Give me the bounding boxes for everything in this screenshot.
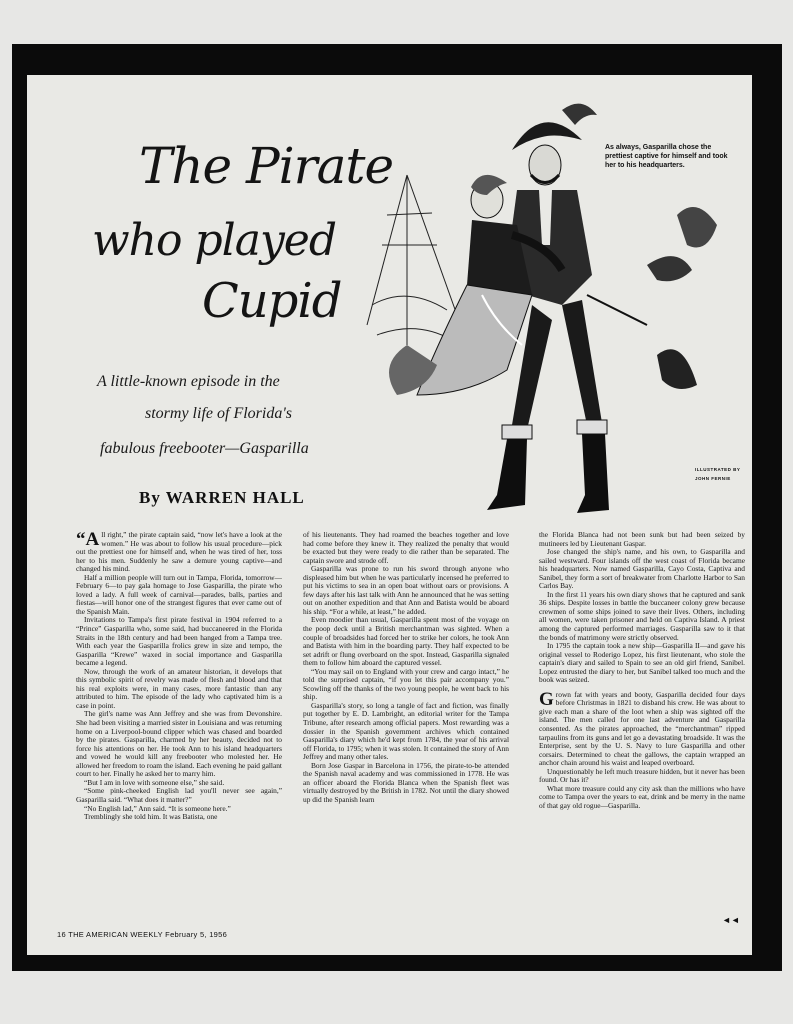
- credit-line-1: ILLUSTRATED BY: [695, 467, 741, 472]
- article-column-3: [539, 531, 745, 931]
- paragraph: Tremblingly she told him. It was Batista, one: [84, 812, 218, 822]
- title-line-2: who played: [92, 215, 337, 266]
- illustration-caption: As always, Gasparilla chose the prettiest captive for himself and took her to his headquarters.: [605, 144, 728, 169]
- paragraph: Now, through the work of an amateur historian, it develops that this symbolic spirit of revelry was made of flesh and blood and that his real exploits were, in many cases, more fantastic than any attributed to him. The episode of the lady who captivated him is a case in point.: [76, 666, 282, 710]
- paragraph: In 1795 the captain took a new ship—Gasparilla II—and gave his original vessel to Roderigo Lopez, his first lieutenant, who stole the captain's diary and sailed to Spain to see an old girl friend, Sanibel. Lopez entrusted the diary to her, but Sanibel talked too much and the book was seized.: [539, 641, 745, 685]
- drop-cap: “A: [76, 531, 100, 550]
- paragraph: Grown fat with years and booty, Gasparilla decided four days before Christmas in 1821 to disband his crew. He was about to give each man a share of the loot when a ship was sighted off the island. The men called for one last adventure and Gasparilla consented. As the pirates approached, the “merchantman” ripped tarpaulins from its guns and let go a devastating broadside. It was the Enterprise, sent by the U. S. Navy to lure Gasparilla and other corsairs. Determined to cheat the gallows, the captain wrapped an anchor chain around his waist and leaped overboard.: [539, 688, 745, 768]
- paragraph: Jose changed the ship's name, and his own, to Gasparilla and sailed westward. Four islands off the west coast of Florida became his headquarters. Now named Gasparilla, Cayo Costa, Captiva and Sanibel, they form a sort of breakwater from Charlotte Harbor to San Carlos Bay.: [539, 547, 745, 591]
- credit-line-2: JOHN FERNIE: [695, 476, 731, 481]
- paragraph: of his lieutenants. They had roamed the beaches together and love had come before they knew it. They realized the penalty that would be exacted but they were ready to die rather than be separated. The captain swore and strode off.: [303, 531, 509, 565]
- article-column-2: [303, 531, 509, 931]
- paragraph: Even moodier than usual, Gasparilla spent most of the voyage on the poop deck until a British merchantman was sighted. When a couple of broadsides had forced her to strike her colors, he took Ann and Batista with him in the boarding party. They half expected to be set adrift or flung overboard on the spot. Instead, Gasparilla signaled them to follow him aboard the captured vessel.: [303, 615, 509, 668]
- drop-cap: G: [539, 688, 554, 710]
- paragraph: the Florida Blanca had not been sunk but had been seized by mutineers led by Lieutenant Gaspar.: [539, 531, 745, 548]
- paragraph: “Some pink-cheeked English lad you'll never see again,” Gasparilla said. “What does it matter?”: [76, 786, 282, 804]
- paragraph: Invitations to Tampa's first pirate festival in 1904 referred to a “Prince” Gasparilla who, some said, had buccaneered in the Florida Straits in the 18th century and had been hanged from a Tampa tree. With each year the Gasparilla frolics grew in size and tempo, the Gasparilla “Krewe” waxed in social importance and Gasparilla became a legend.: [76, 615, 282, 668]
- paragraph: “But I am in love with someone else,” she said.: [84, 777, 225, 787]
- paragraph: The girl's name was Ann Jeffrey and she was from Devonshire. She had been visiting a married sister in Louisiana and was returning home on a Liverpool-bound clipper which was chased and boarded by the pirates. Gasparilla, charmed by her beauty, decided not to force his attentions on her. He took Ann to his island headquarters and vowed he would kill any freebooter who molested her. He allowed her freedom to roam the island. Each evening he paid gallant court to her. Finally he asked her to marry him.: [76, 709, 282, 779]
- paragraph: “All right,” the pirate captain said, “now let's have a look at the women.” He was about to follow his usual procedure—pick out the prettiest one for himself and, when he was tired of her, toss her to his men. Suddenly he saw a demure young captive—and changed his mind.: [76, 531, 282, 574]
- paragraph: Half a million people will turn out in Tampa, Florida, tomorrow—February 6—to pay gala homage to Jose Gasparilla, the pirate who loved a lady. A full week of carnival—parades, balls, parties and fiestas—will honor one of the strangest figures that ever came out of the Spanish Main.: [76, 572, 282, 616]
- paragraph: “You may sail on to England with your crew and cargo intact,” he told the surprised captain, “if you let this pair accompany you.” Scowling off the thanks of the two young people, he went back to his ship.: [303, 666, 509, 702]
- title-line-3: Cupid: [202, 273, 342, 329]
- page-footer: 16 THE AMERICAN WEEKLY February 5, 1956: [57, 930, 228, 939]
- article-column-1: [76, 531, 282, 931]
- paragraph: Gasparilla's story, so long a tangle of fact and fiction, was finally put together by E. D. Lambright, an editorial writer for the Tampa Tribune, after research among official papers. Most rewarding was a dossier in the Spanish government archives which contained Gasparilla's diary which he'd kept from 1784, the year of his arrival off Florida, to 1795; when it was stolen. It contained the story of Ann Jeffrey and many other tales.: [303, 700, 509, 762]
- byline: By WARREN HALL: [139, 488, 305, 507]
- paragraph: In the first 11 years his own diary shows that he captured and sank 36 ships. Despite losses in battle the buccaneer colony grew because crewmen of some ships joined to save their lives. Others, including all women, were taken prisoner and held on Captiva Island. A priest among the captured performed marriages. Gasparilla saw to it that the bonds of matrimony were strictly observed.: [539, 589, 745, 642]
- paragraph: “No English lad,” Ann said. “It is someone here.”: [84, 803, 231, 813]
- title-line-1: The Pirate: [139, 137, 394, 195]
- subtitle-line-2: stormy life of Florida's: [145, 405, 292, 422]
- illustration-credit: [695, 465, 752, 483]
- magazine-page: [27, 75, 752, 955]
- paragraph: Gasparilla was prone to run his sword through anyone who displeased him but when he was particularly incensed he preferred to put his victims to sea in an open boat without oars or provisions. A few days after his last talk with Ann he announced that he was setting out on another expedition and that Ann and Batista would be aboard his ship. “For a while, at least,” he added.: [303, 564, 509, 616]
- paragraph: Born Jose Gaspar in Barcelona in 1756, the pirate-to-be attended the Spanish naval academy and was commissioned in 1778. He was an officer aboard the Florida Blanca when the Spanish fleet was virtually destroyed by the British in 1782. Not until the diary showed up did the Spanish learn: [303, 760, 509, 804]
- paragraph: Unquestionably he left much treasure hidden, but it never has been found. Or has it?: [539, 766, 745, 785]
- subtitle-line-1: A little-known episode in the: [97, 373, 280, 390]
- subtitle-line-3: fabulous freebooter—Gasparilla: [100, 440, 309, 457]
- end-mark: ◄◄: [722, 915, 740, 925]
- paragraph: What more treasure could any city ask than the millions who have come to Tampa over the years to eat, drink and be merry in the name of that gay old rogue—Gasparilla.: [539, 783, 745, 810]
